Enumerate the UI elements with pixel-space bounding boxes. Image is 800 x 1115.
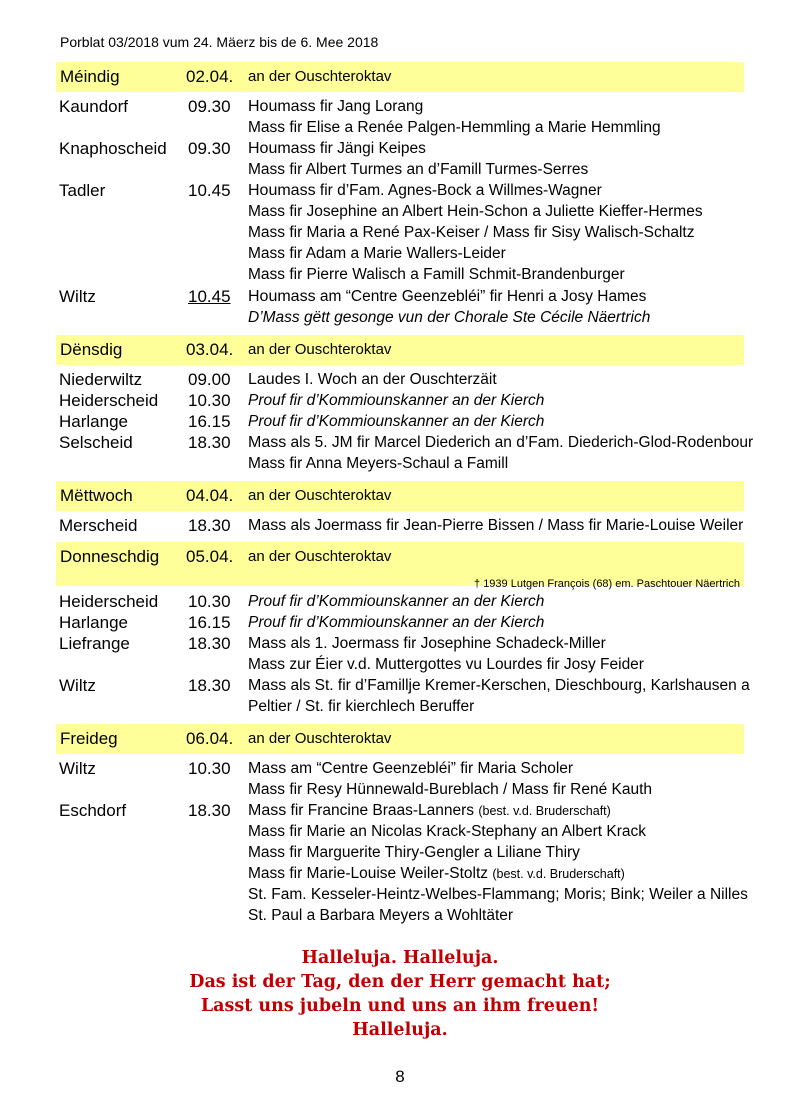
day-date: 03.04. bbox=[186, 340, 234, 359]
time: 10.45 bbox=[188, 287, 231, 306]
keyword: Houmass bbox=[248, 288, 316, 305]
time: 16.15 bbox=[188, 412, 231, 431]
mass-text bbox=[248, 182, 602, 200]
keyword: Mass bbox=[248, 760, 287, 777]
schedule-row bbox=[0, 97, 800, 119]
day-name: Dënsdig bbox=[60, 340, 123, 359]
place: Selscheid bbox=[59, 433, 133, 452]
keyword: Houmass bbox=[248, 182, 316, 199]
mass-text: D’Mass gëtt gesonge vun der Chorale Ste Cécile Näertrich bbox=[248, 309, 651, 326]
time: 18.30 bbox=[188, 676, 231, 695]
place: Harlange bbox=[59, 613, 128, 632]
schedule-row bbox=[0, 308, 800, 330]
detail: Mass fir Marie-Louise Weiler-Stoltz bbox=[248, 865, 493, 882]
schedule-row bbox=[0, 454, 800, 476]
detail: als Joermass fir Jean-Pierre Bissen / Mass fir Marie-Louise Weiler bbox=[286, 517, 744, 534]
verse-line: Lasst uns jubeln und uns an ihm freuen! bbox=[200, 996, 600, 1016]
mass-text: Prouf fir d’Kommiounskanner an der Kierch bbox=[248, 593, 545, 610]
mass-text bbox=[248, 371, 497, 389]
mass-text bbox=[248, 434, 753, 452]
day-banner-monday bbox=[56, 62, 744, 92]
day-octave: an der Ouschteroktav bbox=[248, 341, 392, 358]
keyword: Mass bbox=[248, 635, 287, 652]
day-name: Mëttwoch bbox=[60, 486, 133, 505]
place: Wiltz bbox=[59, 287, 96, 306]
verse-line: Halleluja. bbox=[352, 1020, 448, 1040]
time: 10.30 bbox=[188, 592, 231, 611]
time: 10.45 bbox=[188, 181, 231, 200]
mass-text bbox=[248, 677, 750, 695]
mass-text bbox=[248, 98, 423, 116]
time: 18.30 bbox=[188, 516, 231, 535]
place: Knaphoscheid bbox=[59, 139, 167, 158]
verse-line: Das ist der Tag, den der Herr gemacht hat; bbox=[189, 972, 611, 992]
mass-text: Mass fir Maria a René Pax-Keiser / Mass fir Sisy Walisch-Schaltz bbox=[248, 224, 695, 241]
schedule-row bbox=[0, 864, 800, 886]
easter-verse bbox=[0, 946, 800, 1042]
schedule-row bbox=[0, 676, 800, 698]
day-date: 04.04. bbox=[186, 486, 234, 505]
place: Heiderscheid bbox=[59, 592, 159, 611]
note: (best. v.d. Bruderschaft) bbox=[478, 804, 611, 818]
note: (best. v.d. Bruderschaft) bbox=[492, 867, 625, 881]
schedule-row bbox=[0, 265, 800, 287]
keyword: Mass bbox=[248, 517, 287, 534]
time: 10.30 bbox=[188, 391, 231, 410]
mass-text: Prouf fir d’Kommiounskanner an der Kierch bbox=[248, 413, 545, 430]
mass-text: Mass fir Elise a Renée Palgen-Hemmling a Marie Hemmling bbox=[248, 119, 661, 136]
time: 09.30 bbox=[188, 139, 231, 158]
mass-text: Mass zur Éier v.d. Muttergottes vu Lourdes fir Josy Feider bbox=[248, 656, 644, 673]
mass-text: Mass fir Albert Turmes an d’Famill Turmes-Serres bbox=[248, 161, 589, 178]
mass-text bbox=[248, 802, 611, 820]
schedule-row bbox=[0, 801, 800, 823]
day-banner-wednesday bbox=[56, 481, 744, 511]
time: 18.30 bbox=[188, 634, 231, 653]
schedule-row bbox=[0, 433, 800, 455]
schedule-row bbox=[0, 244, 800, 266]
keyword: Houmass bbox=[248, 140, 316, 157]
schedule-row bbox=[0, 370, 800, 392]
schedule-row bbox=[0, 516, 800, 538]
schedule-row bbox=[0, 118, 800, 140]
mass-text: Mass fir Josephine an Albert Hein-Schon a Juliette Kieffer-Hermes bbox=[248, 203, 703, 220]
detail: als St. fir d’Famillje Kremer-Kerschen, Dieschbourg, Karlshausen a bbox=[286, 677, 750, 694]
mass-text: Peltier / St. fir kierchlech Beruffer bbox=[248, 698, 475, 715]
schedule-row bbox=[0, 655, 800, 677]
day-octave: an der Ouschteroktav bbox=[248, 548, 392, 565]
time: 09.30 bbox=[188, 97, 231, 116]
schedule-row bbox=[0, 906, 800, 928]
time: 10.30 bbox=[188, 759, 231, 778]
keyword: Laudes bbox=[248, 371, 301, 388]
day-date: 06.04. bbox=[186, 729, 234, 748]
schedule-row bbox=[0, 697, 800, 719]
time: 09.00 bbox=[188, 370, 231, 389]
place: Tadler bbox=[59, 181, 106, 200]
mass-text bbox=[248, 140, 426, 158]
mass-text: Mass fir Anna Meyers-Schaul a Famill bbox=[248, 455, 509, 472]
place: Heiderscheid bbox=[59, 391, 159, 410]
time: 18.30 bbox=[188, 433, 231, 452]
mass-text: Mass fir Adam a Marie Wallers-Leider bbox=[248, 245, 506, 262]
day-name: Freideg bbox=[60, 729, 118, 748]
detail: fir Francine Braas-Lanners bbox=[286, 802, 479, 819]
schedule-row bbox=[0, 202, 800, 224]
detail: I. Woch an der Ouschterzäit bbox=[300, 371, 497, 388]
verse-line: Halleluja. Halleluja. bbox=[301, 948, 499, 968]
time: 18.30 bbox=[188, 801, 231, 820]
day-date: 02.04. bbox=[186, 67, 234, 86]
day-octave: an der Ouschteroktav bbox=[248, 68, 392, 85]
mass-text: Mass fir Marguerite Thiry-Gengler a Liliane Thiry bbox=[248, 844, 580, 861]
place: Harlange bbox=[59, 412, 128, 431]
day-date: 05.04. bbox=[186, 547, 234, 566]
place: Niederwiltz bbox=[59, 370, 143, 389]
day-banner-tuesday bbox=[56, 335, 744, 365]
mass-text: St. Fam. Kesseler-Heintz-Welbes-Flammang; Moris; Bink; Weiler a Nilles bbox=[248, 886, 748, 903]
mass-text bbox=[248, 865, 625, 883]
place: Kaundorf bbox=[59, 97, 128, 116]
time: 16.15 bbox=[188, 613, 231, 632]
detail: fir d’Fam. Agnes-Bock a Willmes-Wagner bbox=[315, 182, 602, 199]
page-header: Porblat 03/2018 vum 24. Mäerz bis de 6. Mee 2018 bbox=[60, 34, 379, 50]
place: Liefrange bbox=[59, 634, 130, 653]
mass-text: Mass fir Pierre Walisch a Famill Schmit-Brandenburger bbox=[248, 266, 625, 283]
mass-text bbox=[248, 635, 606, 653]
detail: am “Centre Geenzebléi” fir Maria Scholer bbox=[286, 760, 574, 777]
place: Eschdorf bbox=[59, 801, 127, 820]
detail: als 1. Joermass fir Josephine Schadeck-Miller bbox=[286, 635, 606, 652]
mass-text: Mass fir Resy Hünnewald-Bureblach / Mass fir René Kauth bbox=[248, 781, 653, 798]
mass-text: Mass fir Marie an Nicolas Krack-Stephany an Albert Krack bbox=[248, 823, 646, 840]
schedule-row bbox=[0, 287, 800, 309]
schedule-row bbox=[0, 592, 800, 614]
schedule-row bbox=[0, 843, 800, 865]
keyword: Mass bbox=[248, 677, 287, 694]
schedule-row bbox=[0, 634, 800, 656]
detail: fir Jang Lorang bbox=[315, 98, 424, 115]
mass-text: Prouf fir d’Kommiounskanner an der Kierch bbox=[248, 392, 545, 409]
detail: als 5. JM fir Marcel Diederich an d’Fam. Diederich-Glod-Rodenbour bbox=[286, 434, 754, 451]
place: Wiltz bbox=[59, 676, 96, 695]
schedule-row bbox=[0, 412, 800, 434]
obituary-note: † 1939 Lutgen François (68) em. Paschtouer Näertrich bbox=[474, 578, 740, 590]
mass-text: St. Paul a Barbara Meyers a Wohltäter bbox=[248, 907, 514, 924]
mass-text: Prouf fir d’Kommiounskanner an der Kierch bbox=[248, 614, 545, 631]
page-number: 8 bbox=[395, 1067, 405, 1086]
schedule-row bbox=[0, 759, 800, 781]
schedule-row bbox=[0, 160, 800, 182]
keyword: Houmass bbox=[248, 98, 316, 115]
mass-text bbox=[248, 760, 573, 778]
day-name: Méindig bbox=[60, 67, 120, 86]
schedule-row bbox=[0, 885, 800, 907]
day-banner-friday bbox=[56, 724, 744, 754]
day-name: Donneschdig bbox=[60, 547, 160, 566]
schedule-row bbox=[0, 391, 800, 413]
schedule-row bbox=[0, 181, 800, 203]
schedule-row bbox=[0, 613, 800, 635]
detail: am “Centre Geenzebléi” fir Henri a Josy Hames bbox=[315, 288, 647, 305]
mass-text bbox=[248, 517, 743, 535]
schedule-row bbox=[0, 822, 800, 844]
place: Merscheid bbox=[59, 516, 138, 535]
mass-text bbox=[248, 288, 646, 306]
schedule-row bbox=[0, 780, 800, 802]
place: Wiltz bbox=[59, 759, 96, 778]
schedule-row bbox=[0, 223, 800, 245]
schedule-row bbox=[0, 139, 800, 161]
detail: fir Jängi Keipes bbox=[315, 140, 426, 157]
day-octave: an der Ouschteroktav bbox=[248, 487, 392, 504]
keyword: Mass bbox=[248, 802, 287, 819]
day-octave: an der Ouschteroktav bbox=[248, 730, 392, 747]
keyword: Mass bbox=[248, 434, 287, 451]
